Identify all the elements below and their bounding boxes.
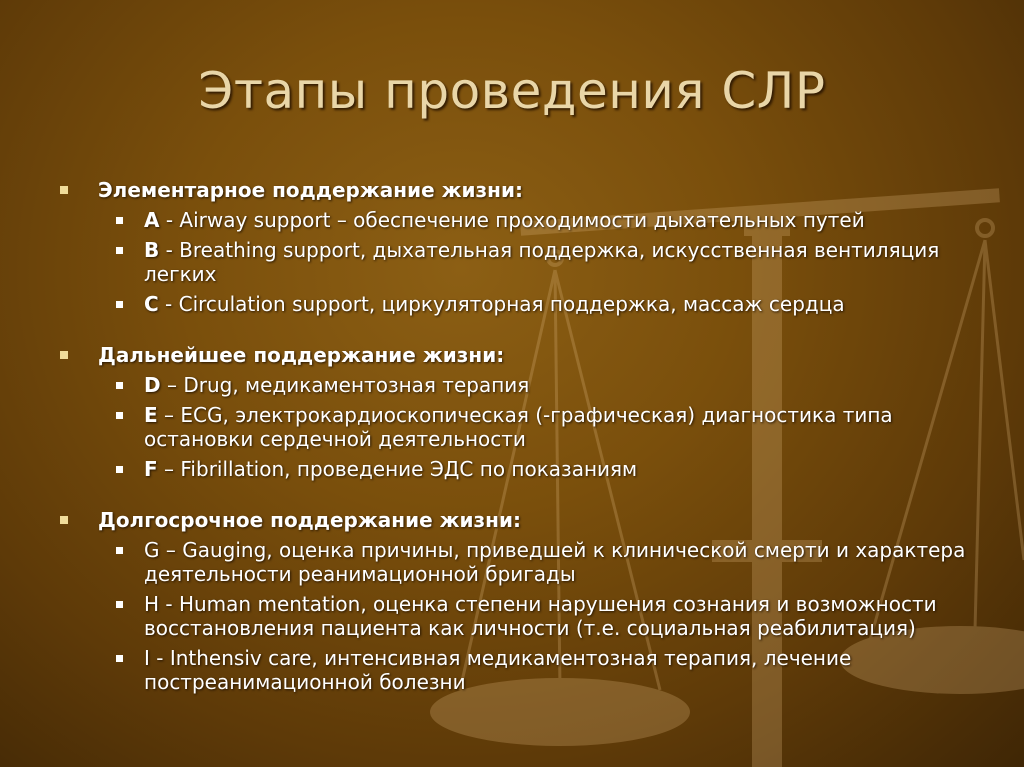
- list-item: I - Inthensiv care, интенсивная медикаментозная терапия, лечение постреанимационной болезни: [144, 646, 1000, 694]
- square-bullet-icon: [60, 516, 68, 524]
- square-bullet-icon: [116, 247, 123, 254]
- bullet-list: [60, 538, 1000, 694]
- square-bullet-icon: [116, 382, 123, 389]
- square-bullet-icon: [116, 217, 123, 224]
- list-item: G – Gauging, оценка причины, приведшей к клинической смерти и характера деятельности реанимационной бригады: [144, 538, 1000, 586]
- section-basic-life-support: [60, 178, 1000, 316]
- section-heading: Дальнейшее поддержание жизни:: [60, 343, 1000, 367]
- section-advanced-life-support: [60, 343, 1000, 481]
- square-bullet-icon: [116, 655, 123, 662]
- square-bullet-icon: [116, 466, 123, 473]
- list-item: D – Drug, медикаментозная терапия: [144, 373, 1000, 397]
- list-item: B - Breathing support, дыхательная поддержка, искусственная вентиляция легких: [144, 238, 1000, 286]
- square-bullet-icon: [116, 301, 123, 308]
- slide-content: [60, 178, 1000, 721]
- square-bullet-icon: [116, 412, 123, 419]
- bullet-list: [60, 373, 1000, 481]
- list-item: F – Fibrillation, проведение ЭДС по показаниям: [144, 457, 1000, 481]
- list-item: E – ECG, электрокардиоскопическая (-графическая) диагностика типа остановки сердечной деятельности: [144, 403, 1000, 451]
- section-heading: Долгосрочное поддержание жизни:: [60, 508, 1000, 532]
- slide-title: Этапы проведения СЛР: [198, 62, 826, 120]
- bullet-list: [60, 208, 1000, 316]
- square-bullet-icon: [60, 351, 68, 359]
- square-bullet-icon: [116, 547, 123, 554]
- section-prolonged-life-support: [60, 508, 1000, 694]
- list-item: A - Airway support – обеспечение проходимости дыхательных путей: [144, 208, 1000, 232]
- list-item: H - Human mentation, оценка степени нарушения сознания и возможности восстановления пациента как личности (т.е. социальная реабилитация): [144, 592, 1000, 640]
- list-item: C - Circulation support, циркуляторная поддержка, массаж сердца: [144, 292, 1000, 316]
- section-heading: Элементарное поддержание жизни:: [60, 178, 1000, 202]
- square-bullet-icon: [116, 601, 123, 608]
- square-bullet-icon: [60, 186, 68, 194]
